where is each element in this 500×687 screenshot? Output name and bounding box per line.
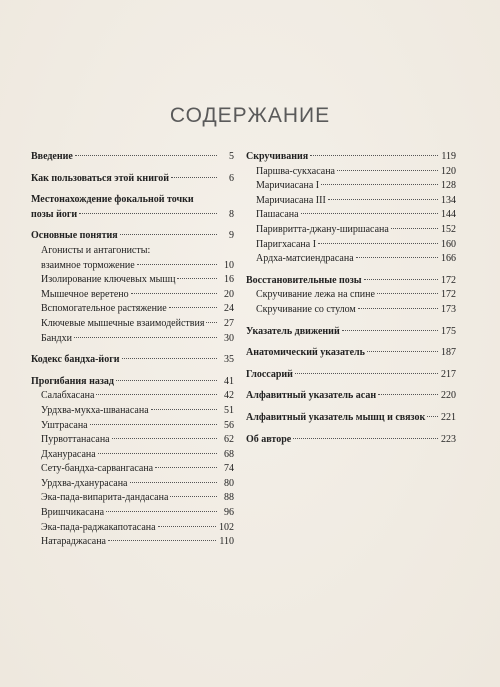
toc-entry: Скручивание со стулом 173 [256,303,456,315]
leader-dots [170,496,217,497]
toc-entry: Паршва-сукхасана 120 [256,165,456,177]
toc-entry: Алфавитный указатель мышц и связок 221 [246,411,456,423]
toc-entry: Скручивание лежа на спине 172 [256,289,456,301]
leader-dots [74,337,217,338]
toc-entry: Дханурасана 68 [41,448,234,460]
toc-entry: взаимное торможение 10 [41,259,234,271]
toc-entry: Маричиасана I 128 [256,180,456,192]
leader-dots [356,257,438,258]
toc-entry: Глоссарий 217 [246,368,456,380]
leader-dots [108,540,216,541]
leader-dots [155,467,217,468]
leader-dots [358,308,438,309]
toc-entry: Основные понятия 9 [31,230,234,242]
toc-entry: Об авторе 223 [246,433,456,445]
leader-dots [171,177,217,178]
toc-entry: Введение 5 [31,151,234,162]
toc-entry: Салабхасана 42 [41,390,234,402]
toc-right-column [246,150,456,447]
leader-dots [328,199,438,200]
leader-dots [342,330,438,331]
toc-entry: Урдхва-мукха-шванасана 51 [41,404,234,416]
toc-entry: Урдхва-дханурасана 80 [41,477,234,489]
leader-dots [206,322,217,323]
leader-dots [96,394,217,395]
leader-dots [120,234,217,235]
leader-dots [75,155,217,156]
toc-entry: Пурвоттанасана 62 [41,434,234,446]
leader-dots [116,380,217,381]
toc-entry: Изолирование ключевых мышц 16 [41,274,234,286]
leader-dots [367,351,438,352]
toc-entry: Скручивания 119 [246,151,456,162]
toc-entry: Паригхасана I 160 [256,238,456,250]
leader-dots [391,228,438,229]
leader-dots [377,293,438,294]
leader-dots [295,373,438,374]
toc-entry: Уштрасана 56 [41,419,234,431]
toc-entry: Эка-пада-раджакапотасана 102 [41,521,234,533]
toc-left-column [31,150,234,550]
toc-entry: Паривритта-джану-ширшасана 152 [256,223,456,235]
leader-dots [151,409,217,410]
toc-entry-line: Агонисты и антагонисты: [41,244,151,256]
toc-entry: Как пользоваться этой книгой 6 [31,172,234,184]
leader-dots [131,293,217,294]
leader-dots [106,511,217,512]
toc-entry-line: Местонахождение фокальной точки [31,194,194,206]
toc-entry: Натараджасана 110 [41,536,234,548]
leader-dots [98,453,217,454]
toc-entry: Прогибания назад 41 [31,375,234,387]
leader-dots [122,358,218,359]
leader-dots [112,438,217,439]
leader-dots [310,155,438,156]
toc-entry: Эка-пада-випарита-дандасана 88 [41,492,234,504]
leader-dots [90,424,217,425]
toc-entry: Алфавитный указатель асан 220 [246,390,456,402]
toc-entry: Анатомический указатель 187 [246,347,456,359]
toc-entry: Кодекс бандха-йоги 35 [31,354,234,366]
toc-entry: Указатель движений 175 [246,325,456,337]
leader-dots [169,307,217,308]
leader-dots [293,438,438,439]
leader-dots [337,170,438,171]
toc-entry: Ардха-матсиендрасана 166 [256,253,456,265]
leader-dots [301,213,438,214]
toc-entry: Ключевые мышечные взаимодействия 27 [41,317,234,329]
leader-dots [378,394,438,395]
leader-dots [158,526,216,527]
toc-entry: Пашасана 144 [256,209,456,221]
toc-entry: Сету-бандха-сарвангасана 74 [41,463,234,475]
leader-dots [177,278,217,279]
leader-dots [130,482,218,483]
leader-dots [318,243,438,244]
leader-dots [321,184,438,185]
toc-entry: позы йоги 8 [31,208,234,220]
toc-entry: Восстановительные позы 172 [246,274,456,286]
toc-entry: Вспомогательное растяжение 24 [41,303,234,315]
leader-dots [427,416,438,417]
toc-entry: Вришчикасана 96 [41,507,234,519]
page-title: СОДЕРЖАНИЕ [169,104,331,127]
toc-entry: Маричиасана III 134 [256,194,456,206]
toc-entry: Мышечное веретено 20 [41,288,234,300]
leader-dots [79,213,217,214]
toc-entry: Бандхи 30 [41,332,234,344]
leader-dots [137,264,217,265]
leader-dots [364,279,438,280]
